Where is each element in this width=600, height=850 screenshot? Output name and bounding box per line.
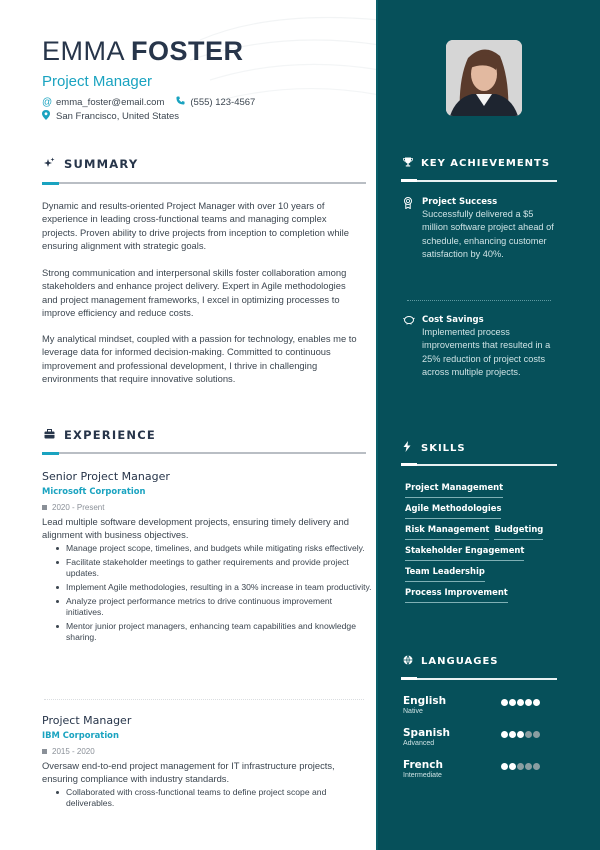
bullet-dot-icon: [56, 586, 59, 589]
language-rating: [501, 731, 541, 738]
language-rating: [501, 763, 541, 770]
experience-heading: [44, 428, 156, 442]
job-bullet: [56, 557, 372, 578]
summary-heading-text: SUMMARY: [64, 157, 139, 171]
trophy-icon: [403, 157, 415, 170]
skill-tag: Stakeholder Engagement: [405, 544, 524, 561]
award-ribbon-icon: [403, 197, 415, 212]
contact-row-1: [42, 96, 267, 108]
job-bullet-text: Manage project scope, timelines, and budgets while mitigating risks effectively.: [66, 543, 365, 553]
job-role: Senior Project Manager: [42, 470, 170, 483]
phone-item[interactable]: [176, 96, 255, 108]
achievements-rule-accent: [401, 179, 417, 182]
rating-dot-empty: [533, 731, 540, 738]
skill-row: [405, 523, 565, 540]
candidate-name: [42, 36, 244, 67]
summary-heading: [44, 157, 138, 171]
achievement-text: Implemented process improvements that resulted in a 25% reduction of project costs across multiple projects.: [422, 327, 551, 377]
achievement-divider: [407, 300, 551, 301]
profile-photo-image: [446, 40, 522, 116]
skill-tag: Risk Management: [405, 523, 489, 540]
language-level: Advanced: [403, 740, 435, 747]
job-dates-text: 2015 - 2020: [52, 747, 95, 756]
bullet-dot-icon: [56, 791, 59, 794]
lightning-icon: [403, 441, 415, 455]
email-text: emma_foster@email.com: [56, 96, 165, 108]
languages-heading-text: LANGUAGES: [421, 656, 499, 667]
first-name: EMMA: [42, 36, 125, 66]
achievement-item: [403, 197, 558, 261]
job-bullet-text: Mentor junior project managers, enhancing team capabilities and knowledge sharing.: [66, 620, 356, 642]
language-name: English: [403, 695, 447, 707]
achievement-item: [403, 315, 558, 379]
job-bullet: [56, 543, 372, 554]
language-item: [403, 695, 548, 725]
skills-rule-accent: [401, 463, 417, 466]
phone-icon: [176, 96, 188, 108]
bullet-dot-icon: [56, 547, 59, 550]
skill-row: [405, 481, 565, 498]
sparkle-icon: [44, 157, 56, 171]
language-level: Intermediate: [403, 772, 442, 779]
skills-list: [405, 481, 565, 607]
job-description: Lead multiple software development projects, ensuring timely delivery and alignment with business objectives.: [42, 516, 349, 540]
rating-dot-filled: [533, 699, 540, 706]
globe-icon: [403, 655, 415, 668]
experience-heading-text: EXPERIENCE: [64, 428, 156, 442]
job-bullet-text: Analyze project performance metrics to drive continuous improvement initiatives.: [66, 596, 333, 617]
rating-dot-filled: [517, 699, 524, 706]
job-dates-text: 2020 - Present: [52, 503, 105, 512]
briefcase-icon: [44, 429, 56, 442]
piggy-bank-icon: [403, 315, 415, 328]
job-dates: [42, 747, 366, 756]
rating-dot-filled: [509, 731, 516, 738]
skills-rule: [401, 464, 557, 466]
skill-row: [405, 565, 565, 582]
rating-dot-filled: [509, 699, 516, 706]
email-item[interactable]: [42, 97, 164, 108]
achievement-text: Successfully delivered a $5 million software project ahead of schedule, enhancing customer satisfaction by 40%.: [422, 209, 554, 259]
achievements-rule: [401, 180, 557, 182]
job-dates: [42, 503, 366, 512]
rating-dot-filled: [501, 731, 508, 738]
bullet-dot-icon: [56, 625, 59, 628]
map-pin-icon: [42, 110, 54, 123]
rating-dot-filled: [501, 699, 508, 706]
language-name: Spanish: [403, 727, 450, 739]
skill-tag: Agile Methodologies: [405, 502, 501, 519]
skill-tag: Team Leadership: [405, 565, 485, 582]
skills-heading: [403, 441, 466, 455]
achievement-title: Project Success: [422, 197, 498, 207]
skill-row: [405, 586, 565, 603]
achievements-heading: [403, 157, 550, 170]
languages-rule-accent: [401, 677, 417, 680]
at-icon: @: [42, 96, 53, 108]
rating-dot-filled: [509, 763, 516, 770]
skills-heading-text: SKILLS: [421, 442, 466, 454]
achievements-heading-text: KEY ACHIEVEMENTS: [421, 158, 551, 169]
job-description: Oversaw end-to-end project management for IT infrastructure projects, ensuring compliance with industry standards.: [42, 760, 335, 784]
job-entry: [42, 714, 366, 812]
candidate-title: Project Manager: [42, 73, 153, 90]
summary-paragraph-3: My analytical mindset, coupled with a passion for technology, enables me to leverage data for informed decision-making. Committed to continuous improvement and professional development, I thrive in challenging environments that require innovative solutions.: [42, 333, 357, 384]
last-name: FOSTER: [131, 36, 244, 66]
job-bullet-text: Implement Agile methodologies, resulting in a 30% increase in team productivity.: [66, 581, 372, 592]
bullet-dot-icon: [56, 561, 59, 564]
experience-rule-accent: [42, 452, 59, 455]
sidebar-edge: [376, 0, 378, 850]
rating-dot-empty: [517, 763, 524, 770]
job-bullet: [56, 582, 372, 593]
job-divider: [44, 699, 364, 700]
calendar-icon: [42, 749, 47, 754]
languages-rule: [401, 678, 557, 680]
location-item: [42, 110, 179, 123]
job-bullet-text: Facilitate stakeholder meetings to gather requirements and provide project updates.: [66, 557, 349, 578]
language-item: [403, 759, 548, 789]
profile-photo: [446, 40, 522, 116]
location-text: San Francisco, United States: [56, 111, 180, 122]
phone-text: (555) 123-4567: [190, 96, 256, 108]
language-name: French: [403, 759, 443, 771]
job-company: IBM Corporation: [42, 730, 119, 740]
job-bullet: [56, 596, 372, 617]
rating-dot-filled: [517, 731, 524, 738]
languages-heading: [403, 655, 498, 668]
skill-row: [405, 502, 565, 519]
summary-rule: [42, 182, 366, 184]
language-rating: [501, 699, 541, 706]
job-bullet: [56, 787, 372, 808]
rating-dot-filled: [501, 763, 508, 770]
skill-row: [405, 544, 565, 561]
rating-dot-filled: [525, 699, 532, 706]
rating-dot-empty: [533, 763, 540, 770]
summary-rule-accent: [42, 182, 59, 185]
skill-tag: Project Management: [405, 481, 503, 498]
skill-tag: Budgeting: [494, 523, 543, 540]
achievement-title: Cost Savings: [422, 315, 484, 325]
job-bullet-text: Collaborated with cross-functional teams to define project scope and deliverables.: [66, 787, 327, 808]
language-level: Native: [403, 708, 423, 715]
summary-paragraph-2: Strong communication and interpersonal skills foster collaboration among stakeholders and enhance project delivery. Expert in Agile methodologies and project management frameworks, I excel in optimizing processes to improve efficiency and reduce costs.: [42, 267, 347, 318]
job-bullets: [42, 543, 372, 642]
summary-paragraph-1: Dynamic and results-oriented Project Manager with over 10 years of experience in leading cross-functional teams and managing complex projects. Proven ability to drive projects from inception to completion while ensuring alignment with strategic goals.: [42, 200, 349, 251]
rating-dot-empty: [525, 763, 532, 770]
contact-row-2: [42, 110, 191, 123]
job-company: Microsoft Corporation: [42, 486, 146, 496]
skill-tag: Process Improvement: [405, 586, 508, 603]
calendar-icon: [42, 505, 47, 510]
language-item: [403, 727, 548, 757]
bullet-dot-icon: [56, 600, 59, 603]
rating-dot-empty: [525, 731, 532, 738]
background-waves-decoration: [180, 0, 380, 150]
job-bullet: [56, 621, 372, 642]
experience-rule: [42, 452, 366, 454]
job-bullets: [42, 787, 366, 808]
job-entry: [42, 470, 372, 646]
job-role: Project Manager: [42, 714, 132, 727]
